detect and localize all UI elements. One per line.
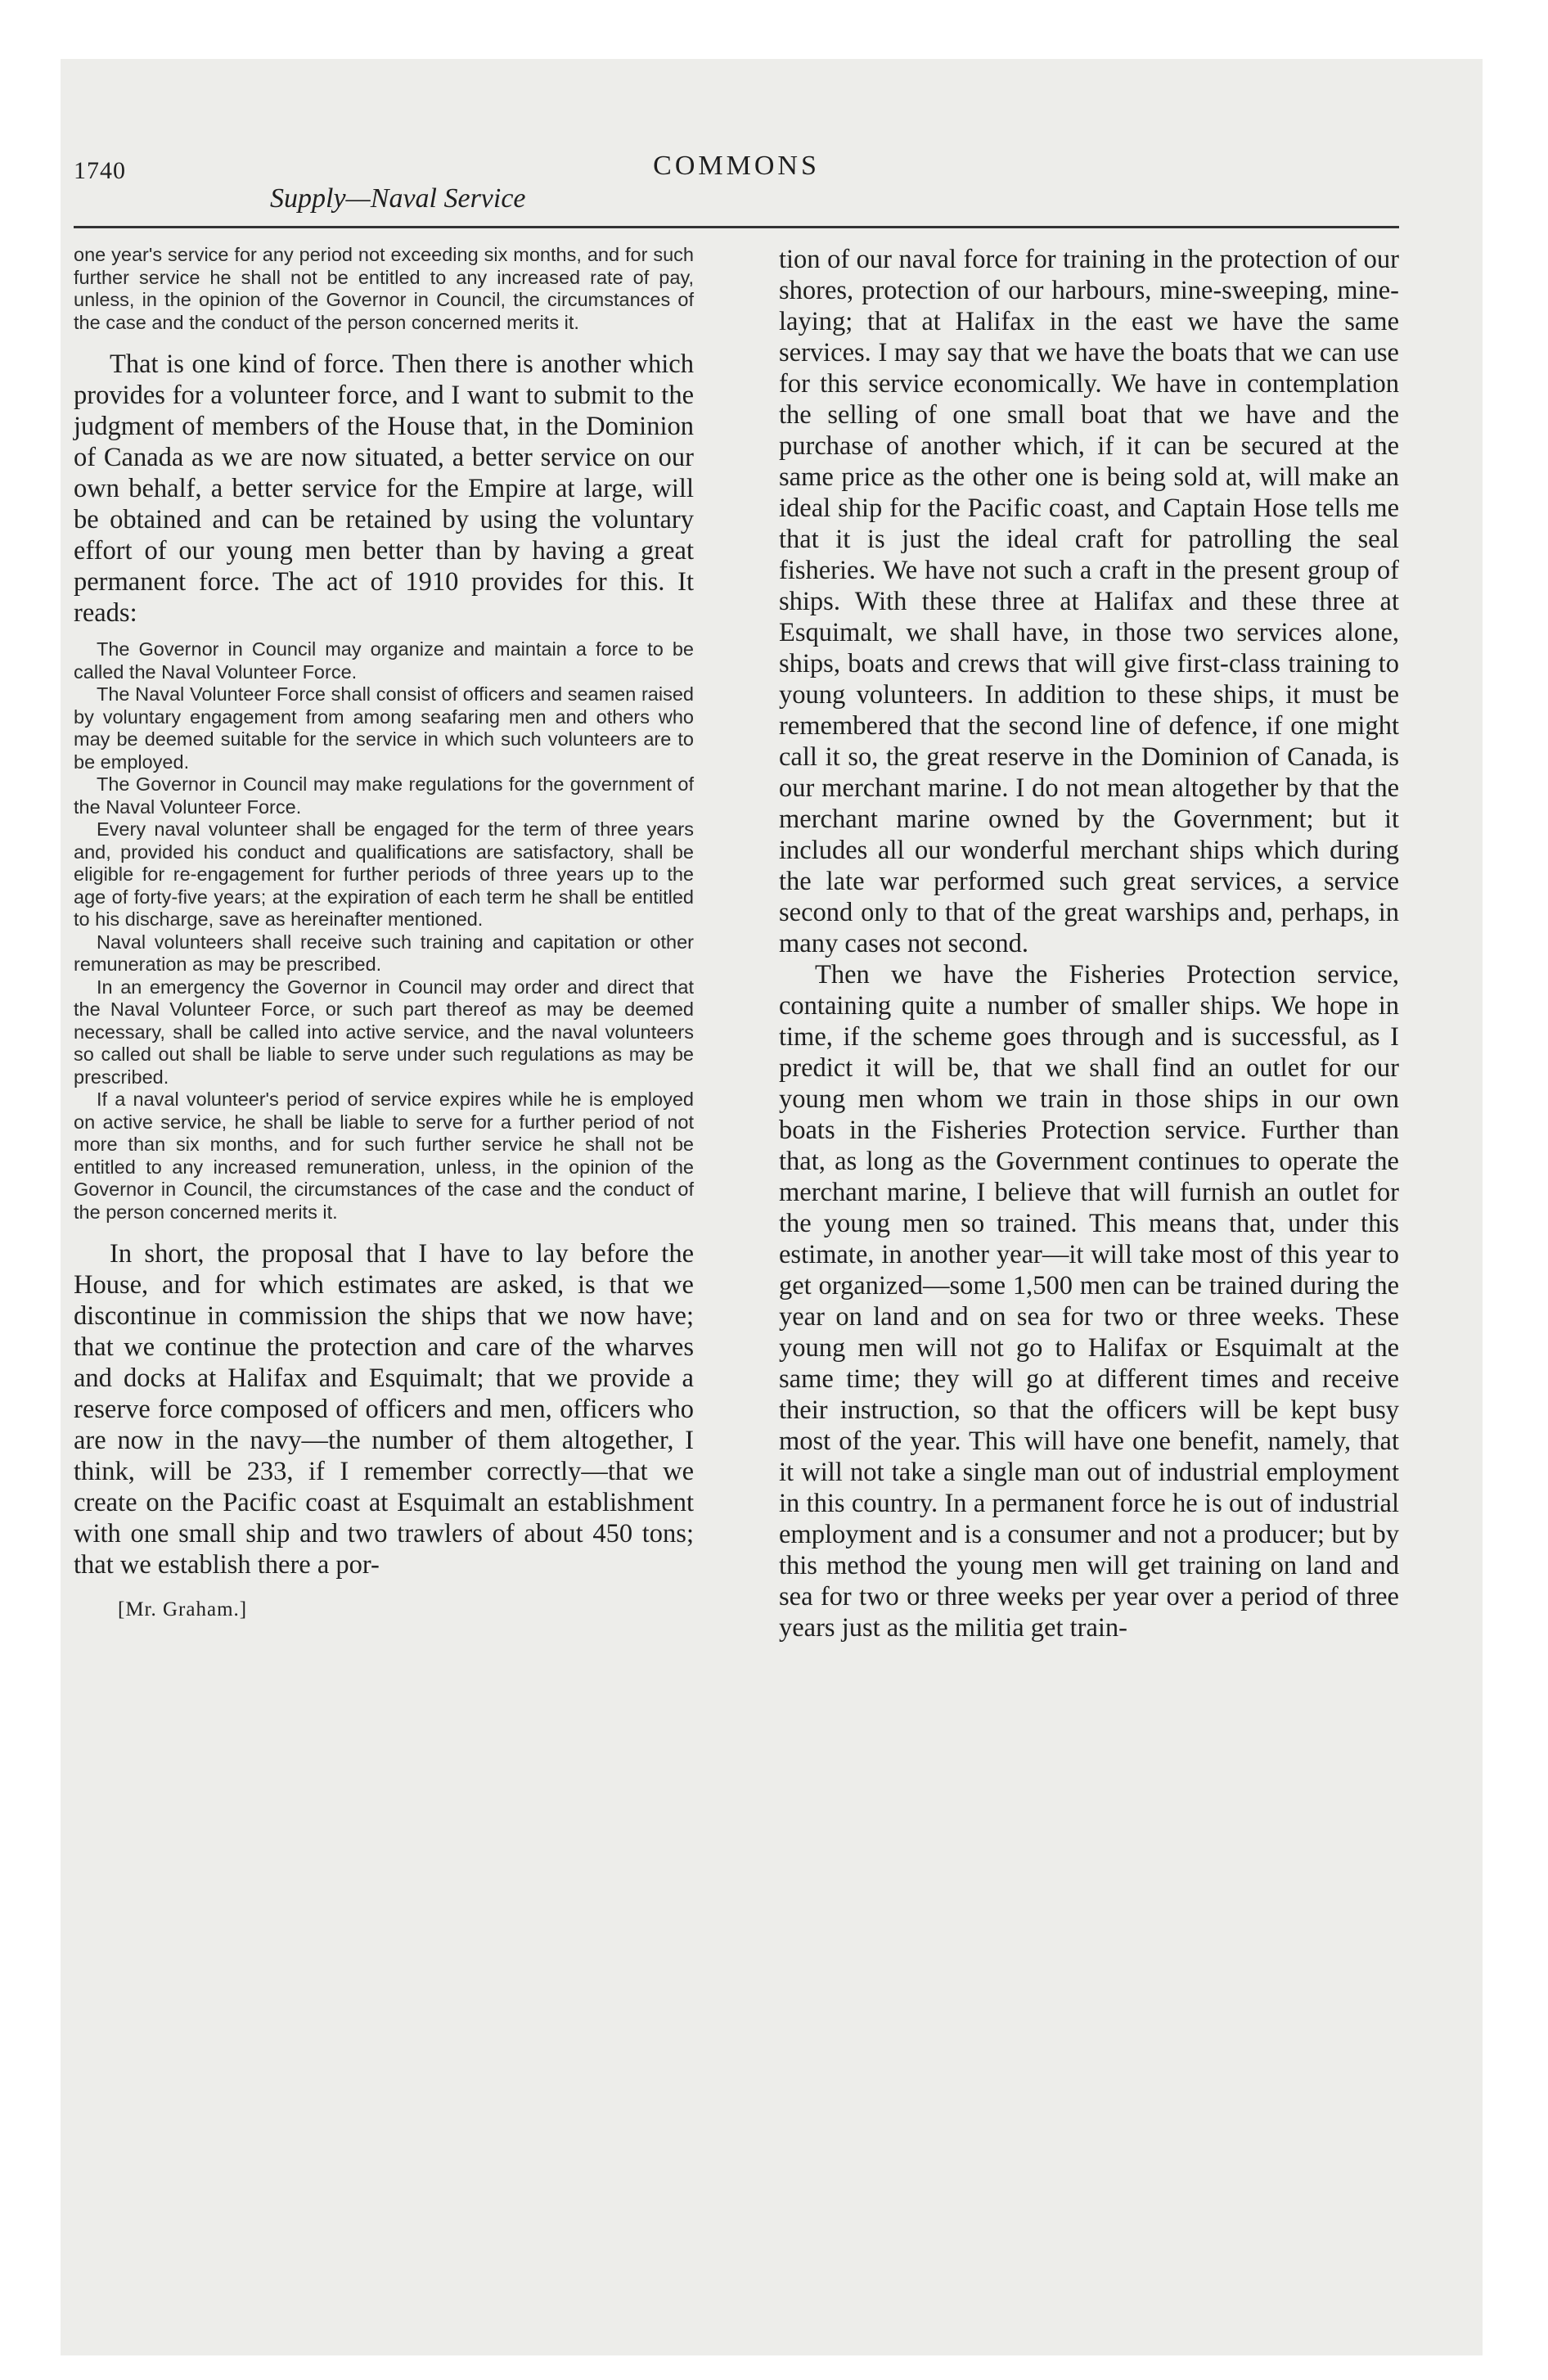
page-header — [74, 98, 1399, 221]
act-quote: If a naval volunteer's period of service expires while he is employed on active service, he shall be liable to serve for a further period of not more than six months, and for such further service he shall not be entitled to any increased remuneration, unless, in the opinion of the Governor in Council, the circumstances of the case and the conduct of the person concerned merits it. — [74, 1089, 694, 1223]
paragraph: tion of our naval force for training in the protection of our shores, protection of our harbours, mine-sweeping, mine-laying; that at Halifax in the east we have the same services. I may say that we have the boats that we can use for this service economically. We have in contemplation the selling of one small boat that we have and the purchase of another which, if it can be secured at the same price as the other one is being sold at, will make an ideal ship for the Pacific coast, and Captain Hose tells me that it is just the ideal craft for patrolling the seal fisheries. We have not such a craft in the present group of ships. With these three at Halifax and these three at Esquimalt, we shall have, in those two services alone, ships, boats and crews that will give first-class training to young volunteers. In addition to these ships, it must be remembered that the second line of defence, if one might call it so, the great reserve in the Dominion of Canada, is our merchant marine. I do not mean altogether by that the merchant marine owned by the Government; but it includes all our wonderful merchant ships which during the late war performed such great services, a service second only to that of the great warships and, perhaps, in many cases not second. — [779, 245, 1399, 958]
act-quote: The Naval Volunteer Force shall consist of officers and seamen raised by voluntary engagement from among seafaring men and others who may be deemed suitable for the service in which such volunteers are to be employed. — [74, 683, 694, 773]
paragraph: In short, the proposal that I have to lay before the House, and for which estimates are asked, is that we discontinue in commission the ships that we now have; that we continue the protection and care of the wharves and docks at Halifax and Esquimalt; that we provide a reserve force composed of officers and men, officers who are now in the navy—the number of them altogether, I think, will be 233, if I remember correctly—that we create on the Pacific coast at Esquimalt an establishment with one small ship and two trawlers of about 450 tons; that we establish there a por- — [74, 1239, 694, 1580]
quoted-act-continuation: one year's service for any period not exceeding six months, and for such further service he shall not be entitled to any increased rate of pay, unless, in the opinion of the Governor in Council, the circumstances of the case and the conduct of the person concerned merits it. — [74, 244, 694, 333]
speaker-attribution: [Mr. Graham.] — [118, 1598, 248, 1620]
paragraph: Then we have the Fisheries Protection service, containing quite a number of smaller ships. We hope in time, if the scheme goes through and is successful, as I predict it will be, that we shall find an outlet for our young men whom we train in those ships in our own boats in the Fisheries Protection service. Further than that, as long as the Government continues to operate the merchant marine, I believe that will furnish an outlet for the young men so trained. This means that, under this estimate, in another year—it will take most of this year to get organized—some 1,500 men can be trained during the year on land and on sea for two or three weeks. These young men will not go to Halifax or Esquimalt at the same time; they will go at different times and receive their instruction, so that the officers will be kept busy most of the year. This will have one benefit, namely, that it will not take a single man out of industrial employment in this country. In a permanent force he is out of industrial employment and is a consumer and not a producer; but by this method the young men will get training on land and sea for two or three weeks per year over a period of three years just as the militia get train- — [779, 960, 1399, 1643]
text-columns — [74, 244, 1399, 1643]
act-quote: Every naval volunteer shall be engaged for the term of three years and, provided his conduct and qualifications are satisfactory, shall be eligible for re-engagement for further periods of three years up to the age of forty-five years; at the expiration of each term he shall be entitled to his discharge, save as hereinafter mentioned. — [74, 818, 694, 930]
act-quote: The Governor in Council may make regulations for the government of the Naval Volunteer Force. — [74, 773, 694, 818]
page-number: 1740 — [74, 157, 126, 184]
running-title: COMMONS — [653, 151, 820, 181]
header-rule — [74, 226, 1399, 228]
act-quote: Naval volunteers shall receive such training and capitation or other remuneration as may be prescribed. — [74, 931, 694, 975]
act-quote: In an emergency the Governor in Council may order and direct that the Naval Volunteer Force, or such part thereof as may be deemed necessary, shall be called into active service, and the naval volunteers so called out shall be liable to serve under such regulations as may be prescribed. — [74, 976, 694, 1088]
right-column — [779, 244, 1399, 1643]
left-column — [74, 244, 694, 1643]
page-subtitle: Supply—Naval Service — [270, 183, 526, 214]
paragraph: That is one kind of force. Then there is another which provides for a volunteer force, and I want to submit to the judgment of members of the House that, in the Dominion of Canada as we are now situated, a better service on our own behalf, a better service for the Empire at large, will be obtained and can be retained by using the voluntary effort of our young men better than by having a great permanent force. The act of 1910 provides for this. It reads: — [74, 349, 694, 628]
act-quote: The Governor in Council may organize and maintain a force to be called the Naval Volunteer Force. — [74, 638, 694, 683]
document-page — [74, 98, 1399, 2333]
